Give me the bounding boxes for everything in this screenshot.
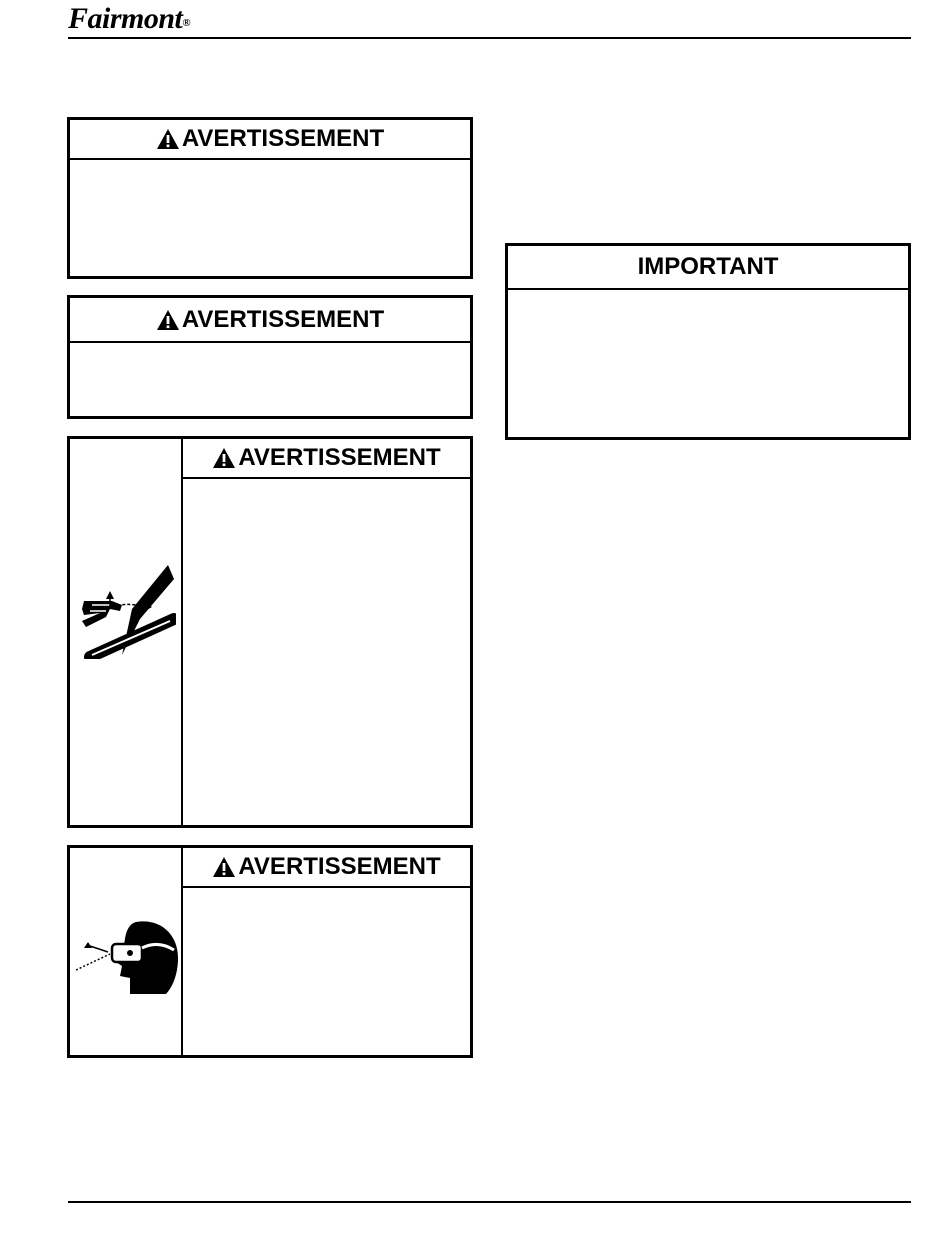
warning-triangle-icon [156, 128, 180, 150]
footer-rule [68, 1201, 911, 1203]
warning-header [183, 848, 470, 888]
pictogram-column [70, 848, 183, 1055]
warning-title: AVERTISSEMENT [181, 305, 385, 333]
safety-goggles-icon [74, 916, 180, 996]
warning-box-4 [67, 845, 473, 1058]
important-title: IMPORTANT [637, 253, 779, 280]
registered-mark: ® [182, 17, 191, 29]
warning-header [70, 298, 470, 343]
fairmont-logo [68, 2, 190, 36]
warning-title: AVERTISSEMENT [238, 444, 441, 471]
hand-injection-hazard-icon [80, 561, 176, 659]
warning-title: AVERTISSEMENT [238, 853, 441, 880]
pictogram-column [70, 439, 183, 825]
warning-header [70, 120, 470, 160]
important-header [508, 246, 908, 290]
warning-box-1 [67, 117, 473, 279]
warning-box-3 [67, 436, 473, 828]
warning-header [183, 439, 470, 479]
warning-triangle-icon [156, 309, 180, 331]
brand-name: Fairmont [68, 2, 183, 35]
important-box [505, 243, 911, 440]
header-rule [68, 37, 911, 39]
warning-box-2 [67, 295, 473, 419]
warning-triangle-icon [212, 856, 236, 878]
warning-triangle-icon [212, 447, 236, 469]
warning-title: AVERTISSEMENT [181, 125, 385, 152]
